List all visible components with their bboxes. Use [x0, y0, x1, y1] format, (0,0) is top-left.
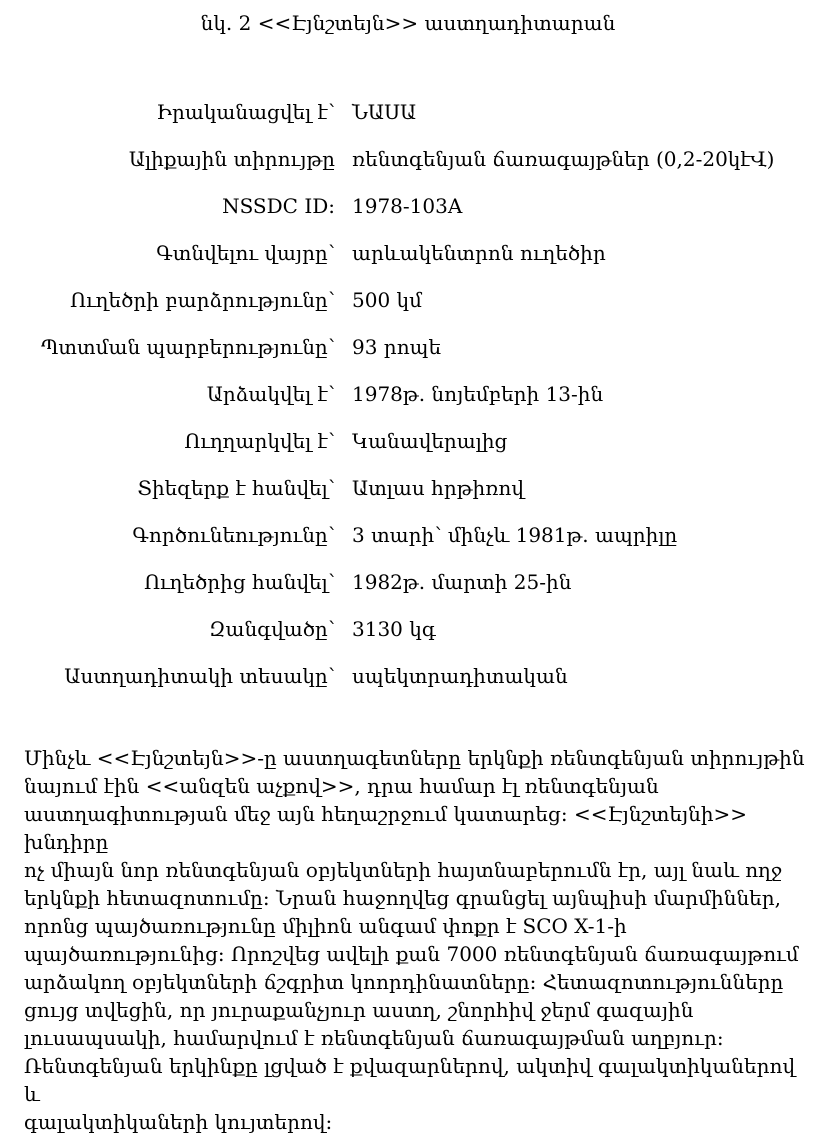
info-row-operator: [0, 88, 816, 135]
info-label: Գործունեությունը՝: [132, 522, 335, 547]
info-value: Ատլաս հրթիռով: [352, 475, 524, 500]
info-label: Ալիքային տիրույթը: [128, 146, 335, 171]
info-value: Կանավերալից: [352, 428, 508, 453]
info-value: 1978թ. նոյեմբերի 13-ին: [352, 381, 604, 406]
info-value: ՆԱՍԱ: [352, 99, 417, 124]
info-label: Ուղղարկվել է՝: [184, 428, 335, 453]
info-value: սպեկտրադիտական: [352, 663, 568, 688]
info-value: 3 տարի՝ մինչև 1981թ. ապրիլը: [352, 522, 678, 547]
info-row-telescope-type: [0, 652, 816, 699]
info-label: Զանգվածը՝: [209, 616, 335, 641]
info-label: NSSDC ID:: [222, 193, 335, 218]
info-row-mission-duration: [0, 511, 816, 558]
info-row-location: [0, 229, 816, 276]
info-row-wavelength: [0, 135, 816, 182]
info-value: 3130 կգ: [352, 616, 436, 641]
info-value: արևակենտրոն ուղեծիր: [352, 240, 606, 265]
info-row-launch-date: [0, 370, 816, 417]
info-label: Պտտման պարբերությունը՝: [40, 334, 335, 359]
info-row-orbit-height: [0, 276, 816, 323]
info-label: Արձակվել է՝: [206, 381, 335, 406]
info-label: Տիեզերք է հանվել՝: [137, 475, 335, 500]
info-label: Գտնվելու վայրը՝: [156, 240, 335, 265]
info-row-mass: [0, 605, 816, 652]
info-label: Ուղեծրից հանվել՝: [144, 569, 335, 594]
info-value: ռենտգենյան ճառագայթներ (0,2-20կէՎ): [352, 146, 775, 171]
body-paragraph: Մինչև <<Էյնշտեյն>>-ը աստղագետները երկնքի ռենտգենյան տիրույթին նայում էին <<անզեն աչքով>>, դրա համար էլ ռենտգենյան աստղագիտության մեջ այն հեղաշրջում կատարեց: <<Էյնշտեյնի>> խնդիրը ոչ միայն նոր ռենտգենյան օբյեկտների հայտնաբերումն էր, այլ նաև ողջ երկնքի հետազոտումը: Նրան հաջողվեց գրանցել այնպիսի մարմիններ, որոնց պայծառությունը միլիոն անգամ փոքր է SCO X-1-ի պայծառությունից: Որոշվեց ավելի քան 7000 ռենտգենյան ճառագայթում արձակող օբյեկտների ճշգրիտ կոորդինատները: Հետազոտությունները ցույց տվեցին, որ յուրաքանչյուր աստղ, շնորհիվ ջերմ գազային լուսապսակի, համարվում է ռենտգենյան ճառագայթման աղբյուր: Ռենտգենյան երկինքը լցված է քվազարներով, ակտիվ գալակտիկաներով և գալակտիկաների կույտերով:: [24, 746, 805, 1134]
info-row-launch-site: [0, 417, 816, 464]
info-value: 500 կմ: [352, 287, 422, 312]
info-label: Ուղեծրի բարձրությունը՝: [70, 287, 335, 312]
info-label: Աստղադիտակի տեսակը՝: [64, 663, 335, 688]
info-row-launch-vehicle: [0, 464, 816, 511]
info-value: 1978-103A: [352, 193, 463, 218]
info-row-deorbit-date: [0, 558, 816, 605]
figure-caption: նկ. 2 <<Էյնշտեյն>> աստղադիտարան: [200, 11, 616, 35]
info-value: 1982թ. մարտի 25-ին: [352, 569, 572, 594]
observatory-info-table: [0, 88, 816, 699]
info-row-orbital-period: [0, 323, 816, 370]
info-row-nssdc-id: [0, 182, 816, 229]
info-value: 93 րոպե: [352, 334, 442, 359]
info-label: Իրականացվել է՝: [156, 99, 335, 124]
